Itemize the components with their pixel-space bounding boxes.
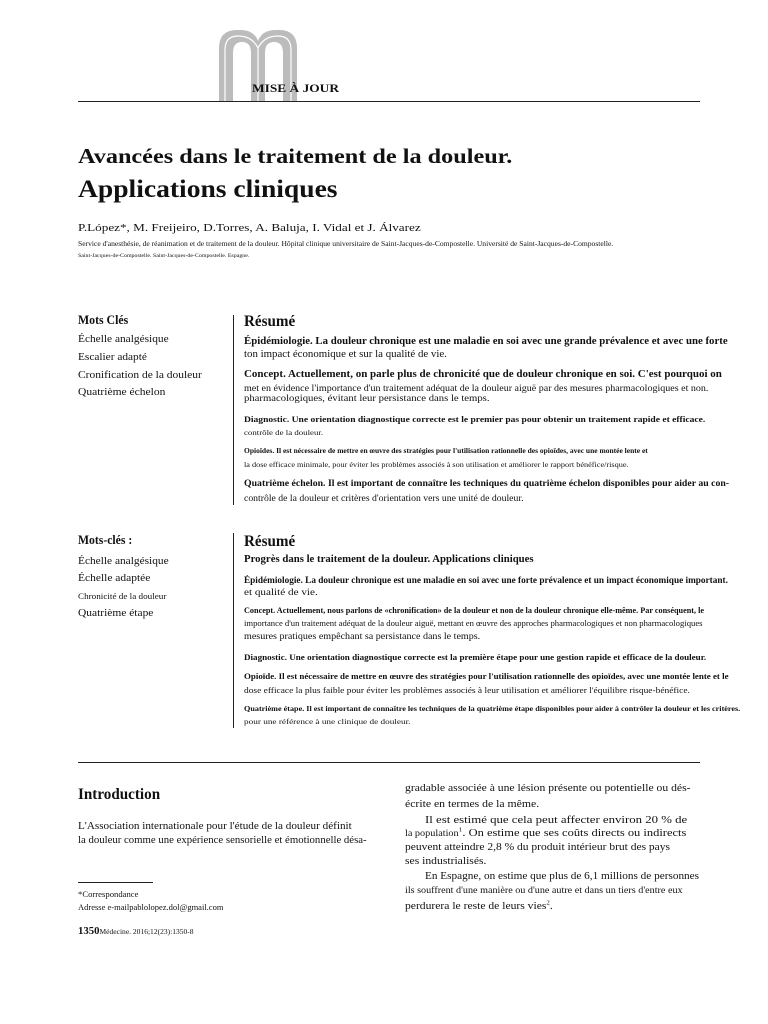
abstract-line: et qualité de vie. xyxy=(244,588,318,598)
section-rule xyxy=(78,762,700,763)
body-text-line: ils souffrent d'une manière ou d'une autre et dans un tiers d'entre eux xyxy=(405,885,683,895)
keyword: Quatrième échelon xyxy=(78,386,166,398)
keyword: Échelle analgésique xyxy=(78,555,169,567)
body-text-line: En Espagne, on estime que plus de 6,1 millions de personnes xyxy=(425,871,700,882)
header-rule xyxy=(78,101,700,102)
abstract-line: Quatrième échelon. Il est important de connaître les techniques du quatrième échelon disponibles pour aider au con- xyxy=(244,479,730,489)
correspondence-email: Adresse e-mailpablolopez.dol@gmail.com xyxy=(78,902,224,912)
abstract-line: ton impact économique et sur la qualité de vie. xyxy=(244,349,447,360)
body-text-line: écrite en termes de la même. xyxy=(405,799,540,810)
abstract-line: Diagnostic. Une orientation diagnostique correcte est le premier pas pour obtenir un traitement rapide et efficace. xyxy=(244,414,706,424)
body-text-fragment: . On estime que ses coûts directs ou indirects xyxy=(462,827,687,839)
page-number: 1350 xyxy=(78,926,100,937)
body-text-line: ses industrialisés. xyxy=(405,856,487,867)
section-label: MISE À JOUR xyxy=(252,81,340,95)
body-text-fragment: la population xyxy=(405,828,459,838)
abstract-heading: Résumé xyxy=(244,533,296,550)
abstract-line: contrôle de la douleur. xyxy=(244,428,324,437)
abstract-line: dose efficace la plus faible pour éviter les problèmes associés à leur utilisation et améliorer l'équilibre risque-bénéfice. xyxy=(244,685,690,695)
keyword: Échelle analgésique xyxy=(78,333,169,345)
keyword: Escalier adapté xyxy=(78,351,147,363)
abstract-line: Concept. Actuellement, on parle plus de chronicité que de douleur chronique en soi. C'est pourquoi on xyxy=(244,369,722,380)
column-divider xyxy=(233,315,234,505)
body-text-line: peuvent atteindre 2,8 % du produit intérieur brut des pays xyxy=(405,842,671,853)
body-text-line: la douleur comme une expérience sensorielle et émotionnelle désa- xyxy=(78,835,367,846)
abstract-line: Diagnostic. Une orientation diagnostique correcte est la première étape pour une gestion rapide et efficace de la douleur. xyxy=(244,652,707,662)
abstract-line: Opioïdes. Il est nécessaire de mettre en œuvre des stratégies pour l'utilisation rationnelle des opioïdes, avec une montée lente et xyxy=(244,446,648,455)
abstract-line: Quatrième étape. Il est important de connaître les techniques de la quatrième étape disponibles pour aider à contrôler la douleur et les critères. xyxy=(244,704,741,713)
abstract-subtitle: Progrès dans le traitement de la douleur. Applications cliniques xyxy=(244,554,534,565)
abstract-line: la dose efficace minimale, pour éviter les problèmes associés à son utilisation et améliorer le rapport bénéfice/risque. xyxy=(244,460,629,469)
keyword: Chronicité de la douleur xyxy=(78,591,167,601)
journal-citation: Médecine. 2016;12(23):1350-8 xyxy=(99,928,194,936)
keywords-heading: Mots-clés : xyxy=(78,532,133,547)
article-title-line-1: Avancées dans le traitement de la douleur. xyxy=(78,144,513,168)
reference-superscript: 2 xyxy=(546,899,550,907)
abstract-line: met en évidence l'importance d'un traitement adéquat de la douleur aiguë par des mesures pharmacologiques et non. xyxy=(244,383,709,393)
footnote-rule xyxy=(78,882,153,883)
page-footer xyxy=(78,926,194,938)
abstract-line: Opioïde. Il est nécessaire de mettre en œuvre des stratégies pour l'utilisation rationnelle des opioïdes, avec une montée lente et le xyxy=(244,671,729,681)
introduction-heading: Introduction xyxy=(78,786,161,803)
correspondence-note: *Correspondance xyxy=(78,889,139,899)
body-text-fragment: perdurera le reste de leurs vies xyxy=(405,901,547,912)
body-text-fragment: . xyxy=(549,901,553,912)
affiliation-line-2: Saint-Jacques-de-Compostelle. Saint-Jacques-de-Compostelle. Espagne. xyxy=(78,253,250,259)
abstract-line: pharmacologiques, évitant leur persistance dans le temps. xyxy=(244,394,490,404)
abstract-line: contrôle de la douleur et critères d'orientation vers une unité de douleur. xyxy=(244,493,524,503)
body-text-line: Il est estimé que cela peut affecter environ 20 % de xyxy=(425,814,688,826)
abstract-line: importance d'un traitement adéquat de la douleur aiguë, mettant en œuvre des approches pharmacologiques et non pharmacologiques xyxy=(244,619,703,628)
abstract-line: Concept. Actuellement, nous parlons de «chronification» de la douleur et non de la douleur chronique elle-même. Par conséquent, le xyxy=(244,606,705,615)
abstract-line: pour une référence à une clinique de douleur. xyxy=(244,717,411,726)
body-text-line: L'Association internationale pour l'étude de la douleur définit xyxy=(78,821,352,832)
column-divider xyxy=(233,533,234,728)
body-text-line xyxy=(405,827,686,840)
body-text-line xyxy=(405,901,553,914)
keywords-heading: Mots Clés xyxy=(78,312,129,327)
abstract-line: mesures pratiques empêchant sa persistance dans le temps. xyxy=(244,632,481,642)
body-text-line: gradable associée à une lésion présente ou potentielle ou dés- xyxy=(405,783,691,794)
reference-superscript: 1 xyxy=(458,826,463,834)
article-title-line-2: Applications cliniques xyxy=(78,176,338,203)
affiliation-line-1: Service d'anesthésie, de réanimation et de traitement de la douleur. Hôpital clinique universitaire de Saint-Jacques-de-Compostelle. Université de Saint-Jacques-de-Compostelle. xyxy=(78,240,614,248)
keyword: Cronification de la douleur xyxy=(78,369,202,381)
keyword: Échelle adaptée xyxy=(78,572,151,584)
keyword: Quatrième étape xyxy=(78,607,154,619)
abstract-line: Épidémiologie. La douleur chronique est une maladie en soi avec une forte prévalence et un impact économique important. xyxy=(244,575,728,585)
abstract-line: Épidémiologie. La douleur chronique est une maladie en soi avec une grande prévalence et avec une forte xyxy=(244,336,728,347)
authors: P.López*, M. Freijeiro, D.Torres, A. Baluja, I. Vidal et J. Álvarez xyxy=(78,222,421,234)
abstract-heading: Résumé xyxy=(244,313,296,330)
